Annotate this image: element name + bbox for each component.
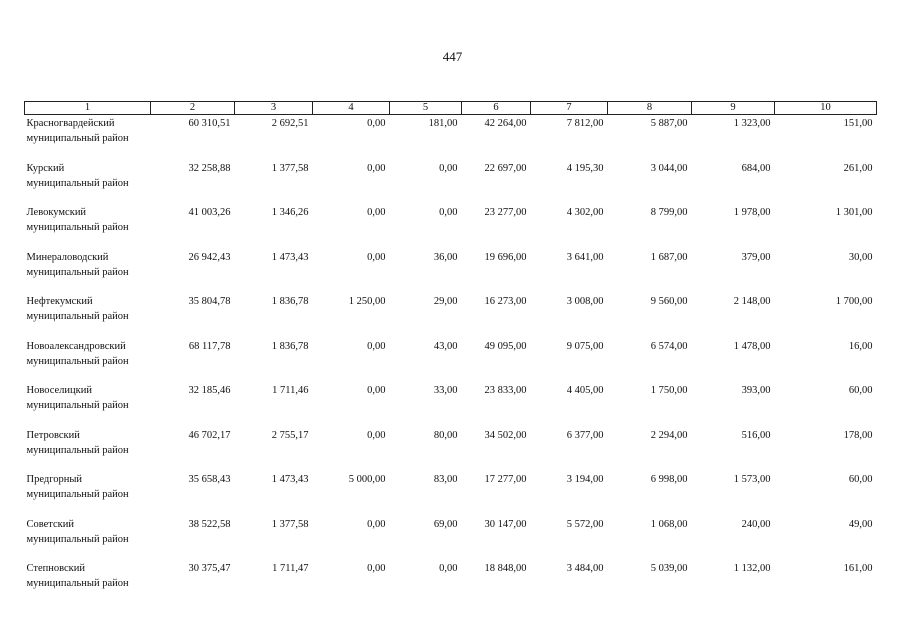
value-cell-col-3: 1 836,78 — [271, 296, 309, 307]
district-type: муниципальный район — [26, 533, 129, 545]
header-row — [25, 102, 877, 115]
value-cell-col-5: 33,00 — [433, 385, 458, 396]
value-cell-col-8: 6 998,00 — [650, 474, 688, 485]
value-cell-col-2: 30 375,47 — [188, 563, 231, 574]
value-cell-col-6: 49 095,00 — [484, 340, 527, 352]
value-cell-col-10: 1 301,00 — [835, 207, 873, 218]
value-cell-col-6: 18 848,00 — [484, 563, 527, 574]
district-name-cell — [25, 250, 151, 295]
value-cell-col-5: 36,00 — [433, 251, 458, 263]
value-cell-col-3: 1 473,43 — [271, 474, 309, 485]
value-cell-col-4: 0,00 — [367, 207, 386, 218]
value-cell-col-9: 1 573,00 — [733, 474, 771, 485]
value-cell-col-5: 80,00 — [433, 429, 458, 441]
value-cell-col-3: 1 346,26 — [271, 207, 309, 218]
value-cell-col-10: 151,00 — [843, 118, 873, 129]
district-name: Нефтекумский — [26, 296, 93, 307]
value-cell-col-10: 49,00 — [848, 518, 873, 530]
table-row — [25, 383, 877, 428]
value-cell-col-8: 1 687,00 — [650, 251, 688, 263]
table-row — [25, 205, 877, 250]
value-cell-col-4: 0,00 — [367, 251, 386, 263]
value-cell-col-6: 16 273,00 — [484, 296, 527, 307]
value-cell-col-10: 60,00 — [848, 385, 873, 396]
value-cell-col-8: 5 887,00 — [650, 118, 688, 129]
district-name-cell — [25, 472, 151, 517]
value-cell-col-4: 0,00 — [367, 385, 386, 396]
value-cell-col-9: 516,00 — [741, 429, 771, 441]
district-name: Степновский — [26, 563, 85, 574]
value-cell-col-7: 4 195,30 — [566, 162, 604, 174]
district-name: Новоселицкий — [26, 385, 92, 396]
value-cell-col-5: 0,00 — [439, 563, 458, 574]
value-cell-col-3: 1 473,43 — [271, 251, 309, 263]
column-header-5: 5 — [390, 102, 462, 115]
value-cell-col-7: 5 572,00 — [566, 518, 604, 530]
value-cell-col-8: 2 294,00 — [650, 429, 688, 441]
value-cell-col-7: 3 484,00 — [566, 563, 604, 574]
value-cell-col-4: 0,00 — [367, 563, 386, 574]
value-cell-col-6: 42 264,00 — [484, 118, 527, 129]
value-cell-col-2: 26 942,43 — [188, 251, 231, 263]
value-cell-col-6: 23 833,00 — [484, 385, 527, 396]
district-type: муниципальный район — [26, 311, 129, 322]
district-type: муниципальный район — [26, 222, 129, 233]
table-row — [25, 472, 877, 517]
value-cell-col-9: 684,00 — [741, 162, 771, 174]
value-cell-col-2: 35 658,43 — [188, 474, 231, 485]
value-cell-col-7: 3 008,00 — [566, 296, 604, 307]
page-number: 447 — [442, 49, 463, 64]
district-name-cell — [25, 294, 151, 339]
value-cell-col-3: 1 711,47 — [272, 563, 309, 574]
value-cell-col-4: 1 250,00 — [348, 296, 386, 307]
value-cell-col-3: 2 692,51 — [271, 118, 309, 129]
column-header-9: 9 — [692, 102, 775, 115]
table-row — [25, 294, 877, 339]
value-cell-col-6: 22 697,00 — [484, 162, 527, 174]
value-cell-col-6: 30 147,00 — [484, 518, 527, 530]
value-cell-col-8: 6 574,00 — [650, 340, 688, 352]
value-cell-col-2: 32 185,46 — [188, 385, 231, 396]
value-cell-col-8: 3 044,00 — [650, 162, 688, 174]
column-header-3: 3 — [235, 102, 313, 115]
value-cell-col-4: 0,00 — [367, 340, 386, 352]
table-row — [25, 561, 877, 606]
value-cell-col-9: 2 148,00 — [733, 296, 771, 307]
column-header-7: 7 — [531, 102, 608, 115]
district-type: муниципальный район — [26, 578, 129, 589]
column-header-4: 4 — [313, 102, 390, 115]
district-name: Курский — [26, 162, 65, 174]
district-name: Минераловодский — [26, 251, 109, 263]
value-cell-col-7: 9 075,00 — [566, 340, 604, 352]
value-cell-col-10: 60,00 — [848, 474, 873, 485]
district-name: Красногвардейский — [26, 118, 115, 129]
value-cell-col-2: 38 522,58 — [188, 518, 231, 530]
table-row — [25, 161, 877, 206]
table-row — [25, 517, 877, 562]
table-row — [25, 250, 877, 295]
value-cell-col-5: 69,00 — [433, 518, 458, 530]
value-cell-col-5: 43,00 — [433, 340, 458, 352]
value-cell-col-5: 181,00 — [428, 118, 458, 129]
value-cell-col-10: 161,00 — [843, 563, 873, 574]
district-name-cell — [25, 205, 151, 250]
district-name-cell — [25, 339, 151, 384]
value-cell-col-2: 68 117,78 — [188, 340, 231, 352]
value-cell-col-9: 1 132,00 — [733, 563, 771, 574]
district-type: муниципальный район — [26, 444, 129, 456]
value-cell-col-6: 23 277,00 — [484, 207, 527, 218]
table-header — [25, 102, 877, 115]
table-row — [25, 339, 877, 384]
value-cell-col-9: 240,00 — [741, 518, 771, 530]
district-type: муниципальный район — [26, 266, 129, 278]
value-cell-col-10: 261,00 — [843, 162, 873, 174]
value-cell-col-7: 6 377,00 — [566, 429, 604, 441]
district-name: Советский — [26, 518, 75, 530]
table-row — [25, 428, 877, 473]
value-cell-col-3: 1 711,46 — [272, 385, 309, 396]
district-name: Левокумский — [26, 207, 87, 218]
value-cell-col-2: 32 258,88 — [188, 162, 231, 174]
district-name-cell — [25, 383, 151, 428]
value-cell-col-2: 35 804,78 — [188, 296, 231, 307]
district-name: Предгорный — [26, 474, 83, 485]
value-cell-col-8: 9 560,00 — [650, 296, 688, 307]
column-header-10: 10 — [775, 102, 877, 115]
district-type: муниципальный район — [26, 133, 129, 144]
value-cell-col-7: 3 194,00 — [566, 474, 604, 485]
district-name-cell — [25, 161, 151, 206]
value-cell-col-3: 1 377,58 — [271, 518, 309, 530]
value-cell-col-7: 3 641,00 — [566, 251, 604, 263]
value-cell-col-6: 19 696,00 — [484, 251, 527, 263]
value-cell-col-6: 17 277,00 — [484, 474, 527, 485]
column-header-8: 8 — [608, 102, 692, 115]
column-header-1: 1 — [25, 102, 151, 115]
value-cell-col-10: 16,00 — [848, 340, 873, 352]
value-cell-col-5: 0,00 — [439, 162, 458, 174]
district-name-cell — [25, 115, 151, 161]
value-cell-col-4: 5 000,00 — [348, 474, 386, 485]
value-cell-col-3: 1 836,78 — [271, 340, 309, 352]
value-cell-col-10: 30,00 — [848, 251, 873, 263]
value-cell-col-7: 4 302,00 — [566, 207, 604, 218]
value-cell-col-4: 0,00 — [367, 162, 386, 174]
district-name: Новоалександровский — [26, 340, 126, 352]
column-header-6: 6 — [462, 102, 531, 115]
value-cell-col-4: 0,00 — [367, 429, 386, 441]
district-type: муниципальный район — [26, 489, 129, 500]
value-cell-col-9: 393,00 — [741, 385, 771, 396]
value-cell-col-8: 8 799,00 — [650, 207, 688, 218]
district-name-cell — [25, 428, 151, 473]
table-body — [25, 115, 877, 606]
value-cell-col-7: 7 812,00 — [566, 118, 604, 129]
budget-table — [24, 101, 877, 606]
value-cell-col-5: 83,00 — [433, 474, 458, 485]
district-name: Петровский — [26, 429, 80, 441]
value-cell-col-7: 4 405,00 — [566, 385, 604, 396]
column-header-2: 2 — [151, 102, 235, 115]
value-cell-col-9: 1 478,00 — [733, 340, 771, 352]
value-cell-col-2: 46 702,17 — [188, 429, 231, 441]
value-cell-col-8: 5 039,00 — [650, 563, 688, 574]
value-cell-col-10: 1 700,00 — [835, 296, 873, 307]
value-cell-col-5: 0,00 — [439, 207, 458, 218]
district-name-cell — [25, 561, 151, 606]
value-cell-col-2: 60 310,51 — [188, 118, 231, 129]
value-cell-col-10: 178,00 — [843, 429, 873, 441]
value-cell-col-2: 41 003,26 — [188, 207, 231, 218]
value-cell-col-4: 0,00 — [367, 118, 386, 129]
value-cell-col-8: 1 750,00 — [650, 385, 688, 396]
district-name-cell — [25, 517, 151, 562]
value-cell-col-3: 2 755,17 — [271, 429, 309, 441]
district-type: муниципальный район — [26, 355, 129, 367]
value-cell-col-6: 34 502,00 — [484, 429, 527, 441]
value-cell-col-3: 1 377,58 — [271, 162, 309, 174]
table-row — [25, 115, 877, 161]
value-cell-col-9: 379,00 — [741, 251, 771, 263]
value-cell-col-4: 0,00 — [367, 518, 386, 530]
district-type: муниципальный район — [26, 400, 129, 411]
value-cell-col-8: 1 068,00 — [650, 518, 688, 530]
value-cell-col-9: 1 978,00 — [733, 207, 771, 218]
district-type: муниципальный район — [26, 177, 129, 189]
value-cell-col-9: 1 323,00 — [733, 118, 771, 129]
value-cell-col-5: 29,00 — [433, 296, 458, 307]
